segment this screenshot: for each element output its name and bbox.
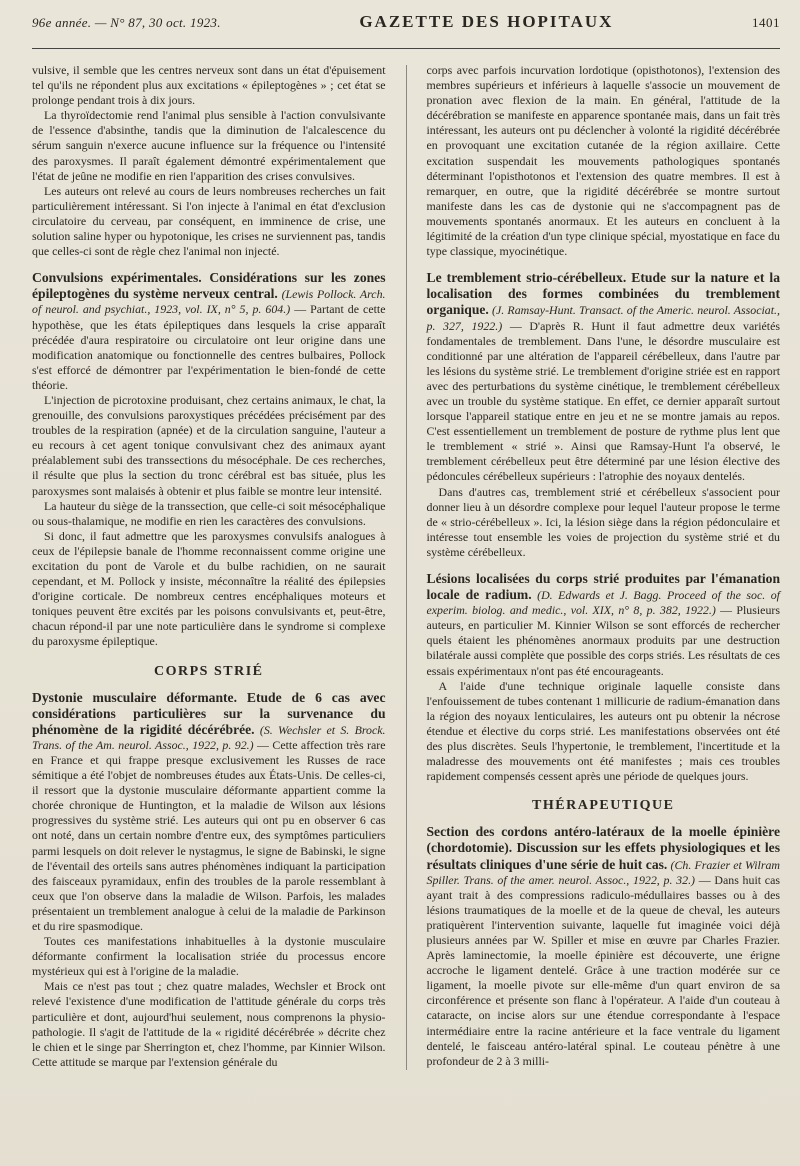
article-lead [427, 270, 781, 484]
article-reference: (Ch. Frazier et Wilram Spiller. Trans. of the amer. neurol. Assoc., 1922, p. 32.) [426, 857, 780, 887]
article-frazier-spiller [427, 824, 781, 1069]
section-heading: THÉRAPEUTIQUE [532, 798, 675, 814]
paragraph: Les auteurs ont relevé au cours de leurs nombreuses recherches un fait particulièrement intéressant. Si l'on injecte à l'animal en état d'exclusion circulatoire du cerveau, par conséquent, en imminence de crise, une solution saline hyper ou hypotonique, les crises ne surviennent pas, tandis que celles-ci sont de règle chez l'animal non injecté. [32, 183, 386, 259]
right-column [427, 63, 781, 1070]
issue-info: 96e année. — N° 87, 30 oct. 1923. [32, 15, 221, 30]
paragraph: Mais ce n'est pas tout ; chez quatre malades, Wechsler et Brock ont relevé l'existence d'une modification de l'attitude générale du corps très particulière et dont, aujourd'hui seulement, nous comprenons la physio-pathologie. Il s'agit de l'attitude de la « rigidité décérébrée » décrite chez le chien et le singe par Sherrington et, chez l'homme, par Kinnier Wilson. Cette attitude se marque par l'extension générale du [32, 979, 386, 1069]
article-text: — Cette affection très rare en France et qui frappe presque exclusivement les Russes de race sémitique a été l'objet de nombreuses études aux États-Unis. De celles-ci, il ressort que la dystonie musculaire déformante appartient comme la chorée chronique de Huntington, et la maladie de Wilson aux lésions progressives du système strié. Les auteurs qui ont pu en observer 6 cas ont noté, dans un certain nombre d'entre eux, des symptômes particuliers parmi lesquels on doit relever le nystagmus, le signe de Babinski, le signe de l'éventail des orteils sans autres phénomènes indiquant la participation des faisceaux pyramidaux, enfin des troubles de la parole ressemblant à ceux que l'on observe dans la maladie de Wilson. Parfois, les malades présentaient un tremblement analogue à celui de la maladie de Parkinson et du rire spasmodique. [32, 737, 386, 933]
article-ramsay-hunt [427, 270, 781, 560]
paragraph: vulsive, il semble que les centres nerveux sont dans un état d'épuisement tel qu'ils ne répondent plus aux excitations « épileptogènes » ; cet état se prolonge pendant trois à dix jours. [32, 63, 386, 108]
text-columns [32, 63, 780, 1070]
paragraph: Si donc, il faut admettre que les paroxysmes convulsifs analogues à ceux de l'épilepsie banale de l'homme reconnaissent comme origine une excitation du pont de Varole et du bulbe rachidien, on ne saurait cependant, et M. Pollock y insiste, méconnaître la réalité des épilepsies d'origine corticale. De nombreux centres encéphaliques moteurs et toniques peuvent être excités par les poisons convulsivants et, peut-être, chacun répond-il par une note particulière dans le syndrome si complexe du paroxysme épileptique. [32, 528, 386, 649]
article-reference: (Lewis Pollock. Arch. of neurol. and psychiat., 1923, vol. IX, n° 5, p. 604.) [32, 287, 386, 317]
article-edwards-bagg [427, 571, 781, 784]
article-title: Dystonie musculaire déformante. Etude de 6 cas avec considérations particulières sur la survenance du phénomène de la rigidité décérébrée. [32, 689, 386, 737]
journal-title: GAZETTE DES HOPITAUX [359, 12, 614, 31]
paragraph: La thyroïdectomie rend l'animal plus sensible à l'action convulsivante de l'essence d'absinthe, tandis que la diminution de l'alcalescence du sérum sanguin n'exerce aucune influence sur la fréquence ou l'intensité des paroxysmes. Il paraît également démontré expérimentalement que l'état de jeûne ne modifie en rien l'apparition des crises convulsives. [32, 108, 386, 183]
paragraph: Dans d'autres cas, tremblement strié et cérébelleux s'associent pour donner lieu à un désordre complexe pour lequel l'auteur propose le terme de « strio-cérébelleux ». Ici, la lésion siège dans la région pédonculaire et intéresse tout ensemble les voies de projection du système strié et du système cérébelleux. [426, 484, 780, 559]
paragraph: A l'aide d'une technique originale laquelle consiste dans l'enfouissement de tubes contenant 1 millicurie de radium-émanation dans la région des noyaux lenticulaires, les auteurs ont pu obtenir la nécrose étendue et élective du corps strié. Les manifestations observées ont été des plus discrètes. Seuls l'hypertonie, le tremblement, l'incertitude et la maladresse des mouvements ont été manifestes ; mais ces troubles rapidement compensés cessent après une période de quelques jours. [426, 678, 780, 784]
paragraph: La hauteur du siège de la transsection, que celle-ci soit mésocéphalique ou sous-thalamique, ne modifie en rien les caractères des convulsions. [32, 498, 386, 528]
paragraph: Toutes ces manifestations inhabituelles à la dystonie musculaire déformante confirment la localisation striée du processus encore mystérieux qui est à l'origine de la maladie. [32, 934, 386, 979]
section-heading: CORPS STRIÉ [154, 663, 264, 679]
article-lead [32, 690, 386, 935]
article-title: Section des cordons antéro-latéraux de la moelle épinière (chordotomie). Discussion sur les effets physiologiques et les résultats cliniques d'une série de huit cas. [426, 824, 780, 872]
article-wechsler [32, 690, 386, 1070]
article-reference: (S. Wechsler et S. Brock. Trans. of the Am. neurol. Assoc., 1922, p. 92.) [32, 722, 386, 752]
left-column [32, 63, 386, 1070]
article-title: Lésions localisées du corps strié produites par l'émanation locale de radium. [426, 571, 780, 603]
article-text: — Dans huit cas ayant trait à des compressions radiculo-médullaires basses ou à des lésions traumatiques de la moelle et de la queue de cheval, les auteurs pratiquèrent l'intervention suivante, laquelle fut imaginée voici déjà plusieurs années par W. Spiller et mise en œuvre par Charles Frazier. Après laminectomie, la moelle épinière est découverte, une érigne accroche le ligament dentelé. Grâce à une traction modérée sur ce ligament, la moelle pivote sur elle-même d'un quart environ de sa circonférence et présente son flanc à l'opérateur. A l'aide d'un couteau à cataracte, on incise alors sur une étendue correspondante à l'espace intermédiaire entre la racine antérieure et la face ventrale du ligament dentelé, le faisceau antéro-latéral spinal. Le couteau pénètre à une profondeur de 2 à 3 milli- [426, 872, 780, 1068]
article-title: Le tremblement strio-cérébelleux. Etude sur la nature et la localisation des formes combinées du tremblement organique. [426, 270, 780, 318]
article-text: — Partant de cette hypothèse, que les états épileptiques dans lesquels la crise apparaît précédée d'aura respiratoire ou circulatoire ont leur origine dans une modification anatomique ou fonctionnelle des centres bulbaires, Pollock s'est efforcé de démontrer par l'expérimentation le bien-fondé de cette théorie. [32, 302, 386, 392]
article-reference: (J. Ramsay-Hunt. Transact. of the Americ. neurol. Associat., p. 327, 1922.) [426, 303, 780, 333]
article-lead [427, 824, 781, 1069]
article-text: — D'après R. Hunt il faut admettre deux variétés fondamentales de tremblement. Dans l'une, le désordre musculaire est conditionné par une altération de l'appareil cérébelleux, dans l'autre par les lésions du système strié. Le tremblement d'origine striée est en rapport avec des perturbations du système cinétique, le tremblement cérébelleux avec un trouble du système statique. En effet, ce dernier apparaît surtout lorsque l'appareil statique entre en jeu et ne se montre jamais au repos. C'est essentiellement un tremblement de posture de rythme plus lent que le tremblement « strié ». Ainsi que Ramsay-Hunt l'a observé, le tremblement cérébelleux peut être déterminé par une lésion élective des pédoncules cérébelleux supérieurs : l'atrophie des noyaux dentelés. [426, 318, 780, 484]
paragraph: corps avec parfois incurvation lordotique (opisthotonos), l'extension des membres supérieurs et inférieurs à laquelle s'associe un mouvement de pronation avec flexion de la main. En général, l'attitude de la décérébration se manifeste en apparence spontanée mais, dans un fait très intéressant, les auteurs ont pu déclencher à volonté la rigidité décérébrée en provoquant une excitation cutanée de la région axillaire. Cette excitation suspendait les mouvements pathologiques spontanés déterminant l'opisthotonos et l'extension des quatre membres. Il est à remarquer, en outre, que la rigidité décérébrée se montre surtout manifeste dans les cas de dystonie qui ne s'accompagnent pas de mouvements spontanés anormaux. Et les auteurs en concluent à la légitimité de la création d'un type clinique spécial, myostatique en face du type classique, myocinétique. [426, 63, 780, 259]
page-header [32, 12, 780, 49]
article-reference: (D. Edwards et J. Bagg. Proceed of the soc. of experim. biolog. and medic., vol. XIX, n° 8, p. 382, 1922.) [426, 588, 780, 618]
paragraph: L'injection de picrotoxine produisant, chez certains animaux, le chat, la grenouille, des convulsions paroxystiques précédées précisément par des troubles de la respiration (apnée) et de la circulation sanguine, l'auteur a eu recours à cet agent tonique convulsivant chez des animaux ayant préalablement subi des transsections du mésocéphale. De ces recherches, il résulte que plus la section du tronc cérébral est bas située, plus les paroxysmes sont malaisés à obtenir et plus faible se montre leur intensité. [32, 392, 386, 498]
article-lead [427, 571, 781, 679]
page-number: 1401 [752, 15, 780, 30]
article-text: — Plusieurs auteurs, en particulier M. Kinnier Wilson se sont efforcés de rechercher quels étaient les phénomènes anormaux produits par une destruction bilatérale aussi complète que possible des corps striés. Les résultats de ces essais expérimentaux n'ont pas été encourageants. [426, 603, 780, 678]
column-rule [406, 65, 407, 1070]
article-pollock [32, 270, 386, 649]
article-lead [32, 270, 386, 393]
article-title: Convulsions expérimentales. Considérations sur les zones épileptogènes du système nerveux central. [32, 270, 386, 302]
